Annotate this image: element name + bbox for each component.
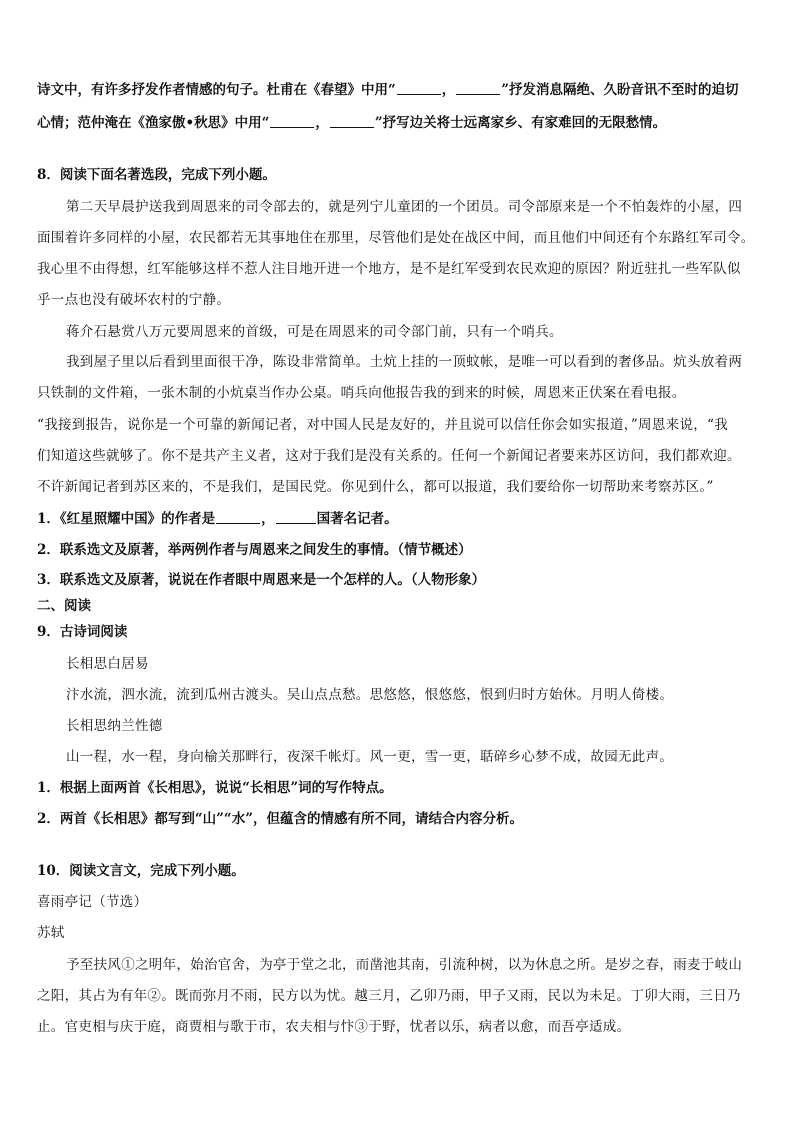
q10-heading: 10．阅读文言文，完成下列小题。 [37,863,245,879]
poem-1-title: 长相思白居易 [66,656,149,672]
q10-passage-line: 予至扶风①之明年，始治官舍，为亭于堂之北，而凿池其南，引流种树，以为休息之所。是岁之春，雨麦于岐山 [66,957,743,973]
q8-passage-line: 面围着许多同样的小屋，农民都若无其事地住在那里，尽管他们是处在战区中间，而且他们中间还有个东路红军司令。 [37,230,755,246]
intro-line-2 [37,113,762,133]
q9-sub-question-2: 2．两首《长相思》都写到“山”“水”，但蕴含的情感有所不同，请结合内容分析。 [37,811,523,827]
q8-passage-line: “我接到报告，说你是一个可靠的新闻记者，对中国人民是友好的，并且说可以信任你会如实报道，”周恩来说，“我 [37,417,729,433]
q8-passage-line: 们知道这些就够了。你不是共产主义者，这对于我们是没有关系的。任何一个新闻记者要来苏区访问，我们都欢迎。 [37,448,741,464]
q8-sub-question-1 [37,509,762,529]
essay-author: 苏轼 [37,925,65,941]
poem-1-text: 汴水流，泗水流，流到瓜州古渡头。吴山点点愁。思悠悠，恨悠悠，恨到归时方始休。月明人倚楼。 [66,687,674,703]
essay-title: 喜雨亭记（节选） [37,894,148,910]
intro-text: ， [441,82,456,98]
q8-heading: 8．阅读下面名著选段，完成下列小题。 [37,167,276,183]
poem-2-title: 长相思纳兰性德 [66,718,163,734]
q9-sub-question-1: 1．根据上面两首《长相思》，说说“长相思”词的写作特点。 [37,780,393,796]
section-heading: 二、阅读 [37,598,91,614]
answer-blank[interactable] [456,80,500,95]
q10-passage-line: 之阳，其占为有年②。既而弥月不雨，民方以为忧。越三月，乙卯乃雨，甲子又雨，民以为未足。丁卯大雨，三日乃 [37,988,741,1004]
q10-passage-line: 止。官吏相与庆于庭，商贾相与歌于市，农夫相与忭③于野，忧者以乐，病者以愈，而吾亭适成。 [37,1019,631,1035]
answer-blank[interactable] [276,509,316,524]
q8-passage-line: 只铁制的文件箱，一张木制的小炕桌当作办公桌。哨兵向他报告我的到来的时候，周恩来正伏案在看电报。 [37,385,686,401]
question-text: 1．《红星照耀中国》的作者是 [37,511,216,527]
q8-passage-line: 不许新闻记者到苏区来的，不是我们，是国民党。你见到什么，都可以报道，我们要给你一切帮助来考察苏区。” [37,479,714,495]
q8-sub-question-2: 2．联系选文及原著，举两例作者与周恩来之间发生的事情。（情节概述） [37,542,472,558]
intro-line-1 [37,80,762,100]
q8-passage-line: 乎一点也没有破坏农村的宁静。 [37,292,231,308]
intro-text: ”抒写边关将士远离家乡、有家难回的无限愁情。 [374,115,667,131]
answer-blank[interactable] [216,509,260,524]
q8-sub-question-3: 3．联系选文及原著，说说在作者眼中周恩来是一个怎样的人。（人物形象） [37,572,486,588]
intro-text: 诗文中，有许多抒发作者情感的句子。杜甫在《春望》中用“ [37,82,396,98]
intro-text: ， [315,115,329,131]
answer-blank[interactable] [397,80,441,95]
question-text: ， [261,511,275,527]
intro-text: 心情；范仲淹在《渔家傲•秋思》中用“ [37,115,270,131]
q8-passage-line: 第二天早晨护送我到周恩来的司令部去的，就是列宁儿童团的一个团员。司令部原来是一个不怕轰炸的小屋，四 [66,199,743,215]
q8-passage-line: 我心里不由得想，红军能够这样不惹人注目地开进一个地方，是不是红军受到农民欢迎的原因？附近驻扎一些军队似 [37,261,741,277]
q8-passage-line: 蒋介石悬赏八万元要周恩来的首级，可是在周恩来的司令部门前，只有一个哨兵。 [66,324,563,340]
intro-text: ”抒发消息隔绝、久盼音讯不至时的迫切 [501,82,739,98]
answer-blank[interactable] [270,113,314,128]
q9-heading: 9．古诗词阅读 [37,624,128,640]
question-text: 国著名记者。 [316,511,398,527]
poem-2-text: 山一程，水一程，身向榆关那畔行，夜深千帐灯。风一更，雪一更，聒碎乡心梦不成，故园无此声。 [66,749,674,765]
answer-blank[interactable] [330,113,374,128]
q8-passage-line: 我到屋子里以后看到里面很干净，陈设非常简单。土炕上挂的一顶蚊帐，是唯一可以看到的奢侈品。炕头放着两 [66,354,743,370]
